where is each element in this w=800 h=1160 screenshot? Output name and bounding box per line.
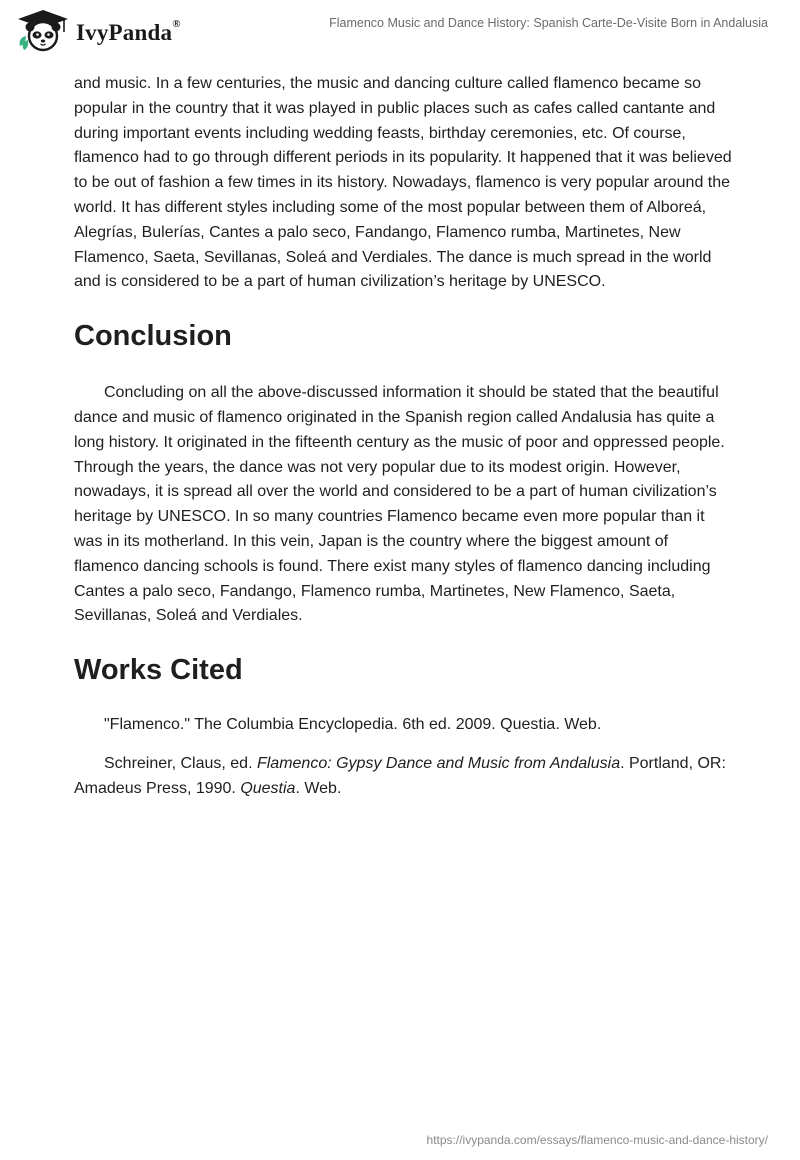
conclusion-heading: Conclusion <box>74 320 232 353</box>
intro-paragraph: and music. In a few centuries, the music and dancing culture called flamenco became so popular in the country that it was played in public places such as cafes called cantante and during important events including wedding feasts, birthday ceremonies, etc. Of course, flamenco had to go through different periods in its popularity. It happened that it was believed to be out of fashion a few times in its history. Nowadays, flamenco is very popular around the world. It has different styles including some of the most popular between them of Alboreá, Alegrías, Bulerías, Cantes a palo seco, Fandango, Flamenco rumba, Martinetes, New Flamenco, Saeta, Sevillanas, Soleá and Verdiales. The dance is much spread in the world and is considered to be a part of human civilization’s heritage by UNESCO. <box>74 75 732 291</box>
citation-text: . Portland, OR: Amadeus Press, 1990. <box>74 754 726 797</box>
document-title: Flamenco Music and Dance History: Spanish Carte-De-Visite Born in Andalusia <box>329 16 768 30</box>
citation-text: Schreiner, Claus, ed. <box>104 754 257 772</box>
panda-graduate-icon <box>14 8 72 52</box>
brand-name: IvyPanda® <box>76 18 181 45</box>
citation-item <box>74 752 734 802</box>
registered-mark: ® <box>172 18 181 30</box>
brand-logo[interactable] <box>14 8 181 52</box>
citation-text: . Web. <box>295 779 342 797</box>
citation-source: Questia <box>240 779 296 797</box>
citation-book-title: Flamenco: Gypsy Dance and Music from Andalusia <box>256 754 621 772</box>
conclusion-paragraph: Concluding on all the above-discussed information it should be stated that the beautiful dance and music of flamenco originated in the Spanish region called Andalusia has quite a long history. It originated in the fifteenth century as the music of poor and oppressed people. Through the years, the dance was not very popular due to its modest origin. However, nowadays, it is spread all over the world and considered to be a part of human civilization’s heritage by UNESCO. In so many countries Flamenco became even more popular than it was in its motherland. In this vein, Japan is the country where the biggest amount of flamenco dancing schools is found. There exist many styles of flamenco dancing including Cantes a palo seco, Fandango, Flamenco rumba, Martinetes, New Flamenco, Saeta, Sevillanas, Soleá and Verdiales. <box>74 384 725 625</box>
works-cited-heading: Works Cited <box>74 654 243 687</box>
citation-item: "Flamenco." The Columbia Encyclopedia. 6th ed. 2009. Questia. Web. <box>104 716 602 734</box>
footer-url-link[interactable]: https://ivypanda.com/essays/flamenco-music-and-dance-history/ <box>426 1133 768 1147</box>
essay-content <box>74 72 734 816</box>
